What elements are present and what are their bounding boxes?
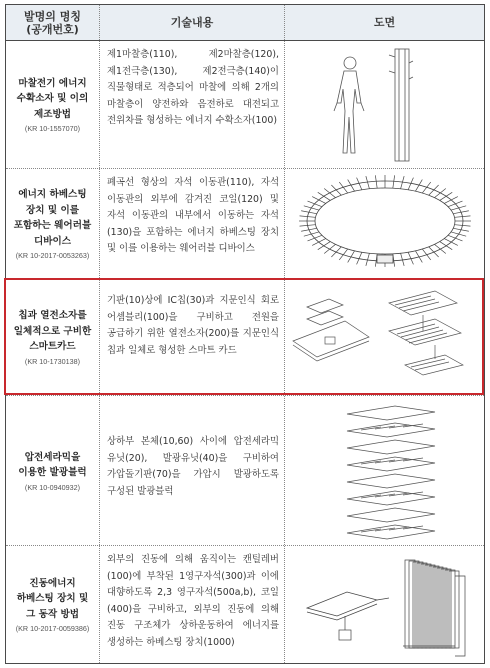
header-drawing: 도면 [373, 16, 396, 29]
table-row [6, 279, 484, 396]
patent-number: (KR 10-2017-0053263) [15, 251, 90, 260]
patent-number: (KR 10-1557070) [24, 124, 81, 134]
invention-title: 진동에너지 하베스팅 장치 및 그 동작 방법 [16, 577, 89, 620]
drawing-cell [285, 546, 484, 663]
invention-title: 칩과 열전소자를 일체적으로 구비한 스마트카드 [13, 310, 92, 353]
table-row [6, 546, 484, 663]
smart-card-drawing [285, 279, 484, 396]
patent-number: (KR 10-0940932) [24, 482, 81, 492]
table-row [6, 396, 484, 546]
invention-name-cell [6, 546, 100, 663]
invention-title: 에너지 하베스팅 장치 및 이를 포함하는 웨어러블 디바이스 [13, 189, 92, 247]
drawing-cell [285, 279, 484, 395]
description-cell: 제1마찰층(110), 제2마찰층(120), 제1전극층(130), 제2전극층(140)이 직물형태로 적층되어 마찰에 의해 2개의 마찰층이 양전하와 음전하로 대전되고 전위차를 형성하는 에너지 수확소자(100) [100, 41, 285, 168]
table-row [6, 169, 484, 279]
invention-name-cell [6, 41, 100, 168]
patent-number: (KR 10-2017-0059386) [15, 624, 90, 634]
drawing-cell [285, 396, 484, 545]
patent-table [5, 4, 485, 664]
ring-tube-drawing [285, 169, 484, 279]
invention-name-cell [6, 396, 100, 545]
drawing-cell [285, 41, 484, 168]
invention-title: 마찰전기 에너지 수확소자 및 이의 제조방법 [16, 77, 89, 120]
header-desc: 기술내용 [100, 5, 285, 40]
invention-name-cell [6, 169, 100, 278]
invention-name-cell [6, 279, 100, 395]
drawing-cell [285, 169, 484, 278]
description-cell: 폐곡선 형상의 자석 이동관(110), 자석 이동관의 외부에 감겨진 코일(120) 및 자석 이동관의 내부에서 이동하는 자석(130)을 포함하는 에너지 하베스팅 장치 및 이를 이용하는 웨어러블 디바이스 [100, 169, 285, 278]
table-row [6, 41, 484, 169]
cantilever-drawing [285, 546, 484, 663]
stacked-layers-drawing [285, 396, 484, 546]
description-cell: 기판(10)상에 IC칩(30)과 지문인식 회로 어셈블리(100)을 구비하고 전원을 공급하기 위한 열전소자(200)를 지문인식 칩과 일체로 형성한 스마트 카드 [100, 279, 285, 395]
patent-number: (KR 10-1730138) [24, 356, 81, 366]
table-header [6, 5, 484, 41]
header-name: 발명의 명칭 (공개번호) [6, 5, 100, 40]
human-figure-drawing [285, 41, 484, 169]
invention-title: 압전세라믹을 이용한 발광블럭 [18, 451, 87, 478]
description-cell: 상하부 본체(10,60) 사이에 압전세라믹 유닛(20), 발광유닛(40)을 구비하여 가압돌기판(70)을 가압시 발광하도록 구성된 발광블럭 [100, 396, 285, 545]
description-cell: 외부의 진동에 의해 움직이는 캔틸레버(100)에 부착된 1영구자석(300)과 이에 대향하도록 2,3 영구자석(500a,b), 코일(400)을 구비하고, 외부의 진동에 의해 진동 구조체가 상하운동하여 에너지를 생성하는 하베스팅 장치(1000) [100, 546, 285, 663]
